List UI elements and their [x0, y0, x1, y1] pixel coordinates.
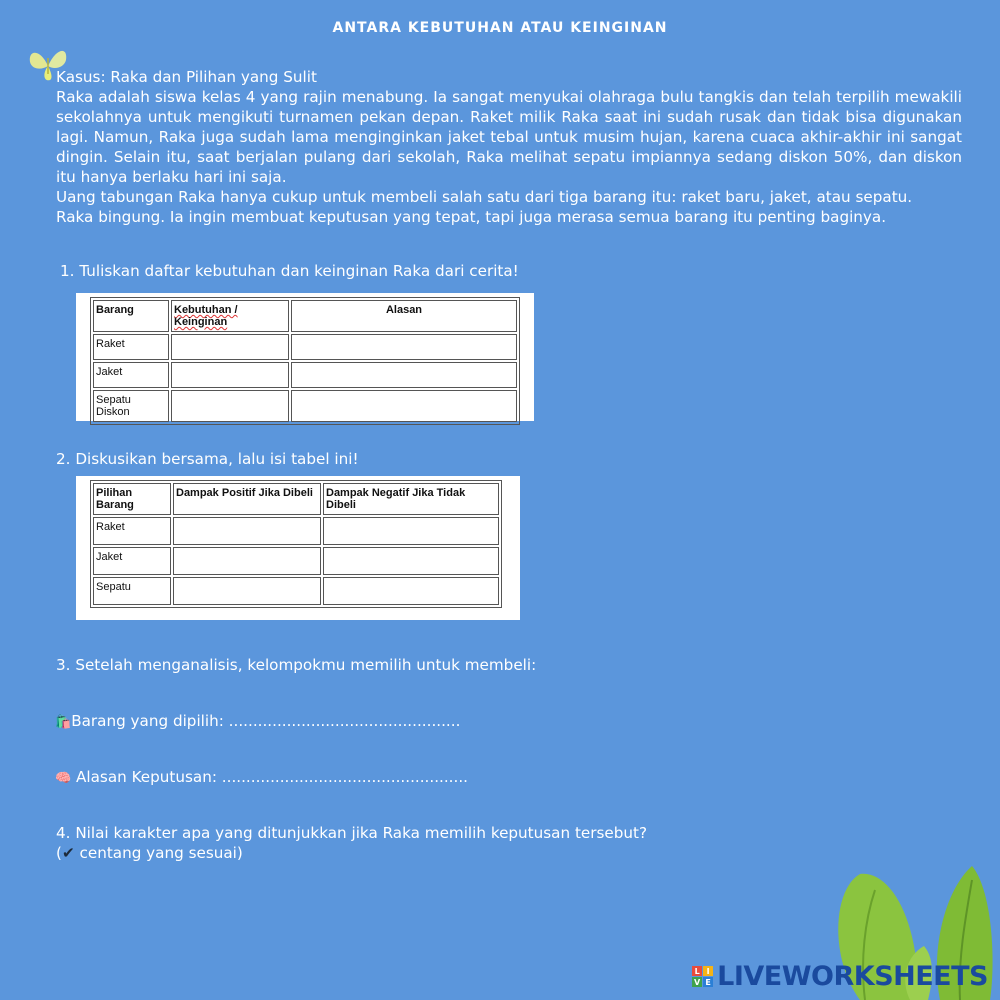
question-4: 4. Nilai karakter apa yang ditunjukkan jika Raka memilih keputusan tersebut?: [56, 824, 648, 842]
answer-cell[interactable]: [173, 547, 321, 575]
logo-letter: L: [692, 966, 702, 976]
answer-cell[interactable]: [323, 577, 499, 605]
answer-cell[interactable]: [291, 334, 517, 360]
hint-text: centang yang sesuai): [74, 844, 243, 862]
case-title: Kasus: Raka dan Pilihan yang Sulit: [56, 68, 317, 86]
decision-reason-line[interactable]: [55, 767, 468, 789]
row-label: Sepatu Diskon: [93, 390, 169, 422]
table-header: Dampak Negatif Jika Tidak Dibeli: [323, 483, 499, 515]
answer-cell[interactable]: [323, 517, 499, 545]
impact-table: [90, 480, 502, 608]
hint-paren: (: [56, 844, 62, 862]
impact-table-container: [76, 476, 520, 620]
logo-text: LIVEWORKSHEETS: [717, 961, 988, 992]
question-2: 2. Diskusikan bersama, lalu isi tabel ini!: [56, 450, 359, 468]
answer-cell[interactable]: [171, 334, 289, 360]
liveworksheets-logo: [692, 961, 988, 992]
answer-cell[interactable]: [323, 547, 499, 575]
needs-wants-table: [90, 297, 520, 425]
chosen-item-line[interactable]: [55, 711, 460, 733]
table-header: Kebutuhan / Keinginan: [171, 300, 289, 332]
chosen-item-label: Barang yang dipilih: ................................................: [71, 712, 461, 730]
question-3: 3. Setelah menganalisis, kelompokmu memilih untuk membeli:: [56, 656, 537, 674]
needs-wants-table-container: [76, 293, 534, 421]
question-4-hint: [56, 843, 243, 863]
row-label: Jaket: [93, 362, 169, 388]
story-paragraph-3: Raka bingung. Ia ingin membuat keputusan yang tepat, tapi juga merasa semua barang itu penting baginya.: [56, 208, 887, 226]
row-label: Raket: [93, 334, 169, 360]
decision-reason-label: Alasan Keputusan: ...................................................: [71, 768, 468, 786]
page-title: ANTARA KEBUTUHAN ATAU KEINGINAN: [332, 20, 668, 36]
brain-icon: 🧠: [55, 771, 72, 786]
story-paragraph-2: Uang tabungan Raka hanya cukup untuk membeli salah satu dari tiga barang itu: raket baru, jaket, atau sepatu.: [56, 188, 913, 206]
question-1: 1. Tuliskan daftar kebutuhan dan keinginan Raka dari cerita!: [60, 262, 519, 280]
answer-cell[interactable]: [291, 390, 517, 422]
row-label: Jaket: [93, 547, 171, 575]
checkmark-icon: ✔: [61, 844, 75, 862]
row-label: Raket: [93, 517, 171, 545]
answer-cell[interactable]: [171, 390, 289, 422]
logo-mark-icon: [692, 966, 713, 987]
answer-cell[interactable]: [173, 517, 321, 545]
shopping-bags-icon: 🛍️: [55, 715, 72, 730]
table-header: Pilihan Barang: [93, 483, 171, 515]
table-header: Dampak Positif Jika Dibeli: [173, 483, 321, 515]
row-label: Sepatu: [93, 577, 171, 605]
table-header: Barang: [93, 300, 169, 332]
answer-cell[interactable]: [173, 577, 321, 605]
answer-cell[interactable]: [291, 362, 517, 388]
story-text: [56, 67, 962, 227]
story-paragraph-1: Raka adalah siswa kelas 4 yang rajin menabung. Ia sangat menyukai olahraga bulu tangkis dan telah terpilih mewakili sekolahnya untuk mengikuti turnamen pekan depan. Raket milik Raka saat ini sudah rusak dan tidak bisa digunakan lagi. Namun, Raka juga sudah lama menginginkan jaket tebal untuk musim hujan, karena cuaca akhir-akhir ini sangat dingin. Selain itu, saat berjalan pulang dari sekolah, Raka melihat sepatu impiannya sedang diskon 50%, dan diskon itu hanya berlaku hari ini saja.: [56, 88, 962, 186]
logo-letter: E: [703, 977, 713, 987]
logo-letter: I: [703, 966, 713, 976]
logo-letter: V: [694, 977, 701, 987]
table-header: Alasan: [291, 300, 517, 332]
answer-cell[interactable]: [171, 362, 289, 388]
